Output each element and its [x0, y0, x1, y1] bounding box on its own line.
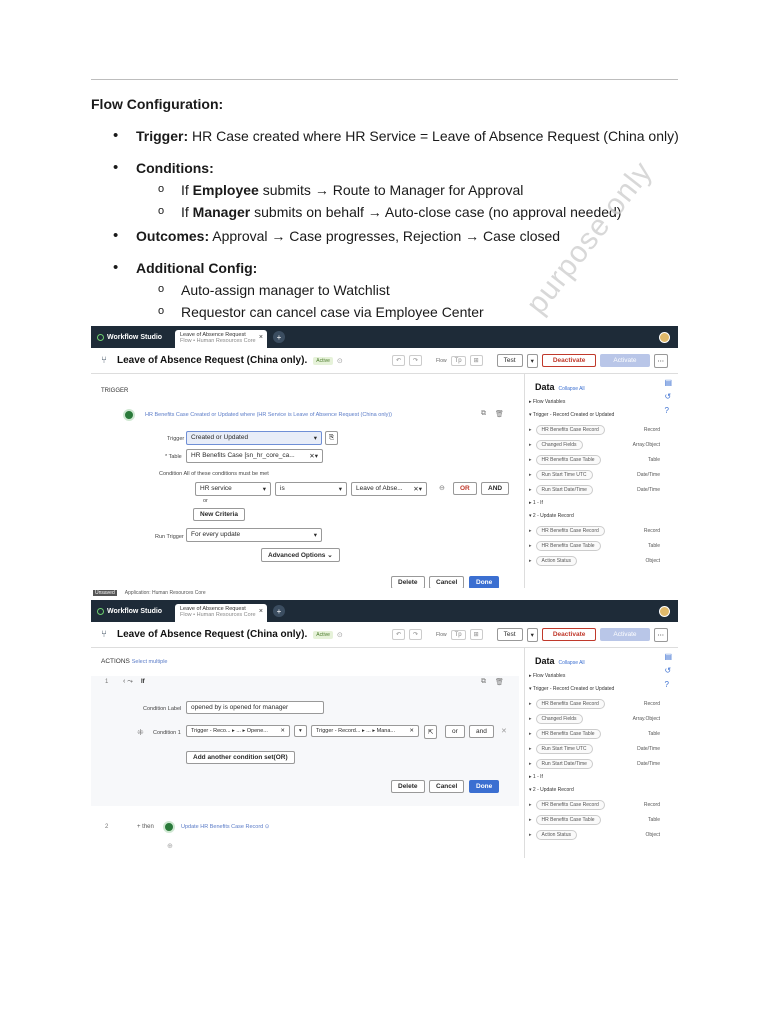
- expand-chevron-icon[interactable]: ▸: [529, 471, 532, 478]
- data-pill-row[interactable]: [525, 797, 674, 812]
- diagram-view-toggle[interactable]: ⊞: [470, 355, 483, 366]
- data-pill[interactable]: HR Benefits Case Table: [536, 541, 601, 551]
- data-pill[interactable]: HR Benefits Case Record: [536, 800, 605, 810]
- condition-label-input[interactable]: opened by is opened for manager: [186, 701, 324, 714]
- condition-value-select[interactable]: Leave of Abse... ✕▾: [351, 482, 427, 496]
- test-dropdown-icon[interactable]: ▾: [527, 628, 538, 642]
- test-dropdown-icon[interactable]: ▾: [527, 354, 538, 368]
- condition-item: o If Employee submits → Route to Manager for Approval: [91, 180, 691, 200]
- data-pill-picker-icon[interactable]: ⇱: [424, 725, 437, 739]
- data-section[interactable]: ▸ Flow Variables: [529, 673, 566, 679]
- data-type: Date/Time: [637, 760, 660, 767]
- data-type: Array.Object: [632, 441, 660, 448]
- advanced-options-button[interactable]: Advanced Options ⌄: [261, 548, 340, 562]
- history-icon[interactable]: ↺: [664, 392, 672, 401]
- or-button[interactable]: or: [445, 725, 465, 738]
- help-icon[interactable]: ?: [664, 406, 669, 415]
- top-rule: [91, 79, 678, 80]
- expand-chevron-icon[interactable]: ▸: [529, 816, 532, 823]
- additional-item: o Auto-assign manager to Watchlist: [91, 280, 691, 300]
- deactivate-button[interactable]: Deactivate: [542, 354, 597, 367]
- undo-icon[interactable]: ↶: [392, 629, 405, 640]
- expand-chevron-icon[interactable]: ▸: [529, 542, 532, 549]
- data-pill[interactable]: HR Benefits Case Record: [536, 699, 605, 709]
- expand-chevron-icon[interactable]: ▸: [529, 441, 532, 448]
- table-select[interactable]: HR Benefits Case [sn_hr_core_ca... ✕▾: [186, 449, 323, 463]
- screenshot-actions: Workflow Studio Leave of Absence Request Flow • Human Resources Core × + ⑂ Leave of Absence Request (China only). Active ⊙ ↶ ↷ Flow Tp ⊞ Test ▾ Deactivate Activate ⋯ ACTIONS Select multiple 1 ‹ ⤳ If ⧉ 🗑 Condition Label opened by is opened for manager ⁜ Condition 1 Trigger - Reco... ▸ ... ▸ Opene... ✕ ▾ Trigger - Record... ▸ ... ▸ Mana... ✕ ⇱ or and ✕ Add another condition set(OR) Delete Cancel Done 2 + then Update HR Benefits Case Record ⊙ ⊕ Data Collapse All ▸ Flow Variables ▾ Trigger - Record Created or Updated ▸ HR Benefits Case Record Record ▸ Changed Fields Array.Object ▸ HR Benefits Case Table Table ▸ Run Start Time UTC Date/Time ▸ Run Start Date/Time Date/Time ▸ 1 - If ▾ 2 - Update Record ▸ HR Benefits Case Record Record ▸ HR Benefits Case Table Table ▸ Action Status Object ▤ ↺ ?: [91, 600, 678, 858]
- expand-chevron-icon[interactable]: ▸: [529, 715, 532, 722]
- data-pill-row[interactable]: [525, 523, 674, 538]
- data-pill-row[interactable]: [525, 452, 674, 467]
- info-icon[interactable]: ⊙: [336, 631, 343, 639]
- flow-titlebar: ⑂ Leave of Absence Request (China only). Active ⊙ ↶ ↷ Flow Tp ⊞ Test ▾ Deactivate Activate ⋯: [91, 622, 678, 648]
- trigger-summary[interactable]: HR Benefits Case Created or Updated where (HR Service is Leave of Absence Request (China only)): [145, 412, 393, 418]
- collapse-all-link[interactable]: Collapse All: [558, 660, 585, 666]
- status-bar: Unsaved Application: Human Resources Core: [91, 588, 678, 598]
- history-icon[interactable]: ↺: [664, 666, 672, 675]
- drag-handle-icon[interactable]: ⁜: [137, 728, 144, 737]
- screenshot-trigger: Workflow Studio Leave of Absence Request Flow • Human Resources Core × + ⑂ Leave of Absence Request (China only). Active ⊙ ↶ ↷ Flow Tp ⊞ Test ▾ Deactivate Activate ⋯ TRIGGER HR Benefits Case Created or Updated where (HR Service is Leave of Absence Request (China only)) ⧉ 🗑 Trigger Created or Updated ▾ ⎘ * Table HR Benefits Case [sn_hr_core_ca... ✕▾ Condition All of these conditions must be met HR service ▾ is ▾ Leave of Abse... ✕▾ ⊖ OR AND or New Criteria Run Trigger For every update ▾ Advanced Options ⌄ Delete Cancel Done Data Collapse All ▸ Flow Variables ▾ Trigger - Record Created or Updated ▸ HR Benefits Case Record Record ▸ Changed Fields Array.Object ▸ HR Benefits Case Table Table ▸ Run Start Time UTC Date/Time ▸ Run Start Date/Time Date/Time ▸ 1 - If ▾ 2 - Update Record ▸ HR Benefits Case Record Record ▸ HR Benefits Case Table Table ▸ Action Status Object ▤ ↺ ? Unsaved Application: Human Resources Core: [91, 326, 678, 598]
- and-button[interactable]: and: [469, 725, 494, 738]
- expand-chevron-icon[interactable]: ▸: [529, 760, 532, 767]
- data-pill[interactable]: HR Benefits Case Table: [536, 815, 601, 825]
- close-icon[interactable]: ×: [258, 608, 263, 615]
- data-pill-row[interactable]: [525, 711, 674, 726]
- data-pill[interactable]: Run Start Date/Time: [536, 485, 593, 495]
- data-pill[interactable]: Changed Fields: [536, 440, 583, 450]
- data-pill-row[interactable]: [525, 827, 674, 842]
- flow-titlebar: ⑂ Leave of Absence Request (China only). Active ⊙ ↶ ↷ Flow Tp ⊞ Test ▾ Deactivate Activate ⋯: [91, 348, 678, 374]
- data-panel: [524, 648, 674, 858]
- expand-chevron-icon[interactable]: ▸: [529, 557, 532, 564]
- data-pill-row[interactable]: [525, 726, 674, 741]
- data-panel-icon[interactable]: ▤: [664, 652, 672, 661]
- remove-condition-icon[interactable]: ⊖: [439, 485, 445, 492]
- bullet-outcomes: • Outcomes: Approval → Case progresses, Rejection → Case closed: [91, 226, 691, 246]
- data-type: Table: [648, 816, 660, 823]
- data-pill[interactable]: Run Start Time UTC: [536, 470, 593, 480]
- data-pill[interactable]: HR Benefits Case Record: [536, 526, 605, 536]
- done-button[interactable]: Done: [469, 780, 499, 793]
- data-pill-row[interactable]: [525, 756, 674, 771]
- redo-icon[interactable]: ↷: [409, 629, 422, 640]
- section-label: ACTIONS: [101, 658, 130, 665]
- bullet-additional: • Additional Config: o Auto-assign manager to Watchlist o Requestor can cancel case via Employee Center: [91, 258, 691, 322]
- add-step-icon[interactable]: ⊕: [167, 843, 173, 850]
- delete-button[interactable]: Delete: [391, 576, 425, 589]
- bullet-conditions: • Conditions: o If Employee submits → Route to Manager for Approval o If Manager submits on behalf → Auto-close case (no approval needed): [91, 158, 691, 222]
- activate-button[interactable]: Activate: [600, 354, 649, 367]
- condition-right-pill[interactable]: Trigger - Record... ▸ ... ▸ Mana... ✕: [311, 725, 419, 737]
- expand-chevron-icon[interactable]: ▸: [529, 456, 532, 463]
- help-icon[interactable]: ?: [664, 680, 669, 689]
- test-button[interactable]: Test: [497, 354, 523, 367]
- data-pill[interactable]: Run Start Time UTC: [536, 744, 593, 754]
- workflow-logo-icon: [97, 334, 104, 341]
- app-topbar: [91, 326, 678, 348]
- app-brand: Workflow Studio: [97, 334, 175, 341]
- page-title: Leave of Absence Request (China only).: [117, 629, 308, 640]
- condition-item: o If Manager submits on behalf → Auto-close case (no approval needed): [91, 202, 691, 222]
- condition-left-pill[interactable]: Trigger - Reco... ▸ ... ▸ Opene... ✕: [186, 725, 290, 737]
- test-button[interactable]: Test: [497, 628, 523, 641]
- run-trigger-select[interactable]: For every update ▾: [186, 528, 322, 542]
- data-type: Record: [643, 700, 660, 707]
- data-pill-row[interactable]: [525, 437, 674, 452]
- or-button[interactable]: OR: [453, 482, 477, 495]
- data-type: Array.Object: [632, 715, 660, 722]
- collapse-all-link[interactable]: Collapse All: [558, 386, 585, 392]
- data-pill-row[interactable]: [525, 422, 674, 437]
- add-tab-icon[interactable]: +: [273, 331, 285, 343]
- data-pill-row[interactable]: [525, 553, 674, 568]
- flow-tree-icon: ⑂: [101, 629, 107, 640]
- delete-button[interactable]: Delete: [391, 780, 425, 793]
- app-brand: Workflow Studio: [97, 608, 175, 615]
- script-icon[interactable]: ⎘: [325, 431, 338, 445]
- data-pill[interactable]: Action Status: [536, 830, 577, 840]
- trigger-select[interactable]: Created or Updated ▾: [186, 431, 322, 445]
- info-icon[interactable]: ⊙: [336, 357, 343, 365]
- trash-icon[interactable]: 🗑: [495, 679, 504, 686]
- section-label: TRIGGER: [101, 388, 129, 394]
- collapse-chevron-icon[interactable]: ‹ ⤳: [123, 678, 133, 685]
- expand-chevron-icon[interactable]: ▸: [529, 527, 532, 534]
- copy-icon[interactable]: ⧉: [481, 678, 486, 685]
- flow-view-toggle[interactable]: Tp: [451, 630, 466, 640]
- trash-icon[interactable]: 🗑: [495, 411, 504, 418]
- data-section[interactable]: ▾ Trigger - Record Created or Updated: [529, 686, 615, 692]
- expand-chevron-icon[interactable]: ▸: [529, 745, 532, 752]
- section-heading: Flow Configuration:: [91, 96, 224, 112]
- flow-tab[interactable]: Leave of Absence Request Flow • Human Resources Core ×: [175, 604, 267, 622]
- data-section[interactable]: ▸ Flow Variables: [529, 399, 566, 405]
- data-pill-row[interactable]: [525, 696, 674, 711]
- status-badge: Active: [313, 631, 333, 639]
- data-section[interactable]: ▾ 2 - Update Record: [529, 513, 574, 519]
- expand-chevron-icon[interactable]: ▸: [529, 730, 532, 737]
- data-panel: [524, 374, 674, 588]
- data-type: Date/Time: [637, 745, 660, 752]
- data-type: Table: [648, 456, 660, 463]
- and-button[interactable]: AND: [481, 482, 509, 495]
- data-pill[interactable]: HR Benefits Case Table: [536, 729, 601, 739]
- data-type: Object: [645, 557, 660, 564]
- redo-icon[interactable]: ↷: [409, 355, 422, 366]
- undo-icon[interactable]: ↶: [392, 355, 405, 366]
- data-pill[interactable]: HR Benefits Case Record: [536, 425, 605, 435]
- data-section[interactable]: ▾ Trigger - Record Created or Updated: [529, 412, 615, 418]
- page-title: Leave of Absence Request (China only).: [117, 355, 308, 366]
- flow-view-toggle[interactable]: Tp: [451, 356, 466, 366]
- watermark: purpose only: [520, 155, 660, 321]
- activate-button[interactable]: Activate: [600, 628, 649, 641]
- cancel-button[interactable]: Cancel: [429, 576, 464, 589]
- data-pill-row[interactable]: [525, 741, 674, 756]
- add-tab-icon[interactable]: +: [273, 605, 285, 617]
- data-pill-row[interactable]: [525, 482, 674, 497]
- data-section[interactable]: ▸ 1 - If: [529, 774, 543, 780]
- expand-chevron-icon[interactable]: ▸: [529, 801, 532, 808]
- add-condition-button[interactable]: Add another condition set(OR): [186, 751, 295, 764]
- expand-chevron-icon[interactable]: ▸: [529, 486, 532, 493]
- data-type: Record: [643, 527, 660, 534]
- close-icon[interactable]: ×: [258, 334, 263, 341]
- deactivate-button[interactable]: Deactivate: [542, 628, 597, 641]
- data-type: Object: [645, 831, 660, 838]
- cancel-button[interactable]: Cancel: [429, 780, 464, 793]
- step2-action-link[interactable]: Update HR Benefits Case Record ⊙: [181, 824, 270, 830]
- data-pill[interactable]: Changed Fields: [536, 714, 583, 724]
- expand-chevron-icon[interactable]: ▸: [529, 700, 532, 707]
- operator-select[interactable]: ▾: [294, 725, 307, 737]
- bullet-trigger: • Trigger: HR Case created where HR Service = Leave of Absence Request (China only): [91, 126, 691, 146]
- more-menu-icon[interactable]: ⋯: [654, 628, 669, 642]
- data-type: Record: [643, 426, 660, 433]
- select-multiple-link[interactable]: Select multiple: [131, 659, 168, 665]
- diagram-view-toggle[interactable]: ⊞: [470, 629, 483, 640]
- data-type: Date/Time: [637, 471, 660, 478]
- status-badge: Active: [313, 357, 333, 365]
- data-type: Record: [643, 801, 660, 808]
- data-panel-icon[interactable]: ▤: [664, 378, 672, 387]
- data-type: Table: [648, 730, 660, 737]
- additional-item: o Requestor can cancel case via Employee Center: [91, 302, 691, 322]
- done-button[interactable]: Done: [469, 576, 499, 589]
- more-menu-icon[interactable]: ⋯: [654, 354, 669, 368]
- expand-chevron-icon[interactable]: ▸: [529, 831, 532, 838]
- data-section[interactable]: ▾ 2 - Update Record: [529, 787, 574, 793]
- data-pill-row[interactable]: [525, 812, 674, 827]
- data-pill[interactable]: Run Start Date/Time: [536, 759, 593, 769]
- copy-icon[interactable]: ⧉: [481, 410, 486, 417]
- data-pill-row[interactable]: [525, 467, 674, 482]
- action-icon: [163, 821, 175, 833]
- trigger-icon: [123, 409, 135, 421]
- new-criteria-button[interactable]: New Criteria: [193, 508, 245, 521]
- remove-condition-icon[interactable]: ✕: [501, 728, 507, 735]
- avatar[interactable]: [659, 332, 670, 343]
- workflow-logo-icon: [97, 608, 104, 615]
- app-topbar: [91, 600, 678, 622]
- data-section[interactable]: ▸ 1 - If: [529, 500, 543, 506]
- flow-tree-icon: ⑂: [101, 355, 107, 366]
- condition-operator-select[interactable]: is ▾: [275, 482, 347, 496]
- data-type: Table: [648, 542, 660, 549]
- condition-heading: Condition All of these conditions must be met: [159, 471, 269, 477]
- avatar[interactable]: [659, 606, 670, 617]
- data-pill[interactable]: HR Benefits Case Table: [536, 455, 601, 465]
- data-type: Date/Time: [637, 486, 660, 493]
- expand-chevron-icon[interactable]: ▸: [529, 426, 532, 433]
- data-panel-title: Data Collapse All: [535, 656, 585, 666]
- data-panel-title: Data Collapse All: [535, 382, 585, 392]
- flow-tab[interactable]: Leave of Absence Request Flow • Human Resources Core ×: [175, 330, 267, 348]
- data-pill[interactable]: Action Status: [536, 556, 577, 566]
- data-pill-row[interactable]: [525, 538, 674, 553]
- condition-field-select[interactable]: HR service ▾: [195, 482, 271, 496]
